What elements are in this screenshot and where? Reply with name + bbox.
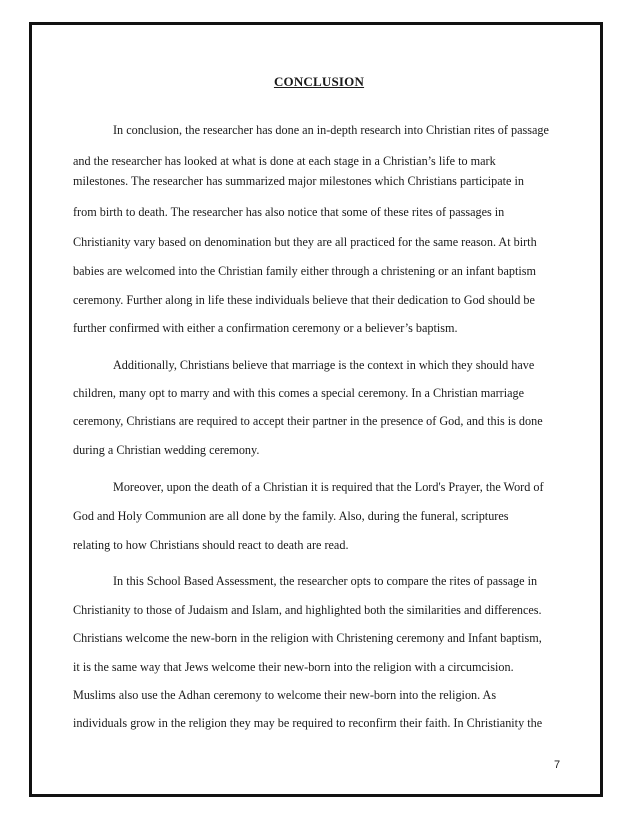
paragraph-line: children, many opt to marry and with this comes a special ceremony. In a Christian marriage (73, 386, 525, 400)
page-number: 7 (554, 759, 561, 771)
page-border (29, 22, 603, 797)
paragraph-line: from birth to death. The researcher has also notice that some of these rites of passages in (73, 205, 505, 219)
paragraph-line: during a Christian wedding ceremony. (73, 443, 260, 457)
paragraph-line: Additionally, Christians believe that marriage is the context in which they should have (113, 358, 535, 372)
paragraph-line: it is the same way that Jews welcome their new-born into the religion with a circumcision. (73, 660, 514, 674)
paragraph-line: Christianity vary based on denomination but they are all practiced for the same reason. At birth (73, 235, 537, 249)
paragraph-line: God and Holy Communion are all done by the family. Also, during the funeral, scriptures (73, 509, 509, 523)
paragraph-line: ceremony, Christians are required to accept their partner in the presence of God, and this is done (73, 414, 543, 428)
paragraph-line: Muslims also use the Adhan ceremony to welcome their new-born into the religion. As (73, 688, 497, 702)
paragraph-line: milestones. The researcher has summarized major milestones which Christians participate in (73, 174, 524, 188)
paragraph-line: relating to how Christians should react to death are read. (73, 538, 349, 552)
page-title: CONCLUSION (273, 74, 365, 89)
paragraph-line: Christians welcome the new-born in the religion with Christening ceremony and Infant baptism, (73, 631, 542, 645)
paragraph-line: individuals grow in the religion they may be required to reconfirm their faith. In Christianity the (73, 716, 543, 730)
paragraph-line: Christianity to those of Judaism and Islam, and highlighted both the similarities and differences. (73, 603, 542, 617)
paragraph-line: Moreover, upon the death of a Christian it is required that the Lord's Prayer, the Word of (113, 480, 544, 494)
paragraph-line: In conclusion, the researcher has done an in-depth research into Christian rites of passage (113, 123, 549, 137)
paragraph-line: babies are welcomed into the Christian family either through a christening or an infant baptism (73, 264, 536, 278)
paragraph-line: ceremony. Further along in life these individuals believe that their dedication to God should be (73, 293, 535, 307)
paragraph-line: further confirmed with either a confirmation ceremony or a believer’s baptism. (73, 321, 458, 335)
paragraph-line: In this School Based Assessment, the researcher opts to compare the rites of passage in (113, 574, 538, 588)
paragraph-line: and the researcher has looked at what is done at each stage in a Christian’s life to mark (73, 154, 496, 168)
